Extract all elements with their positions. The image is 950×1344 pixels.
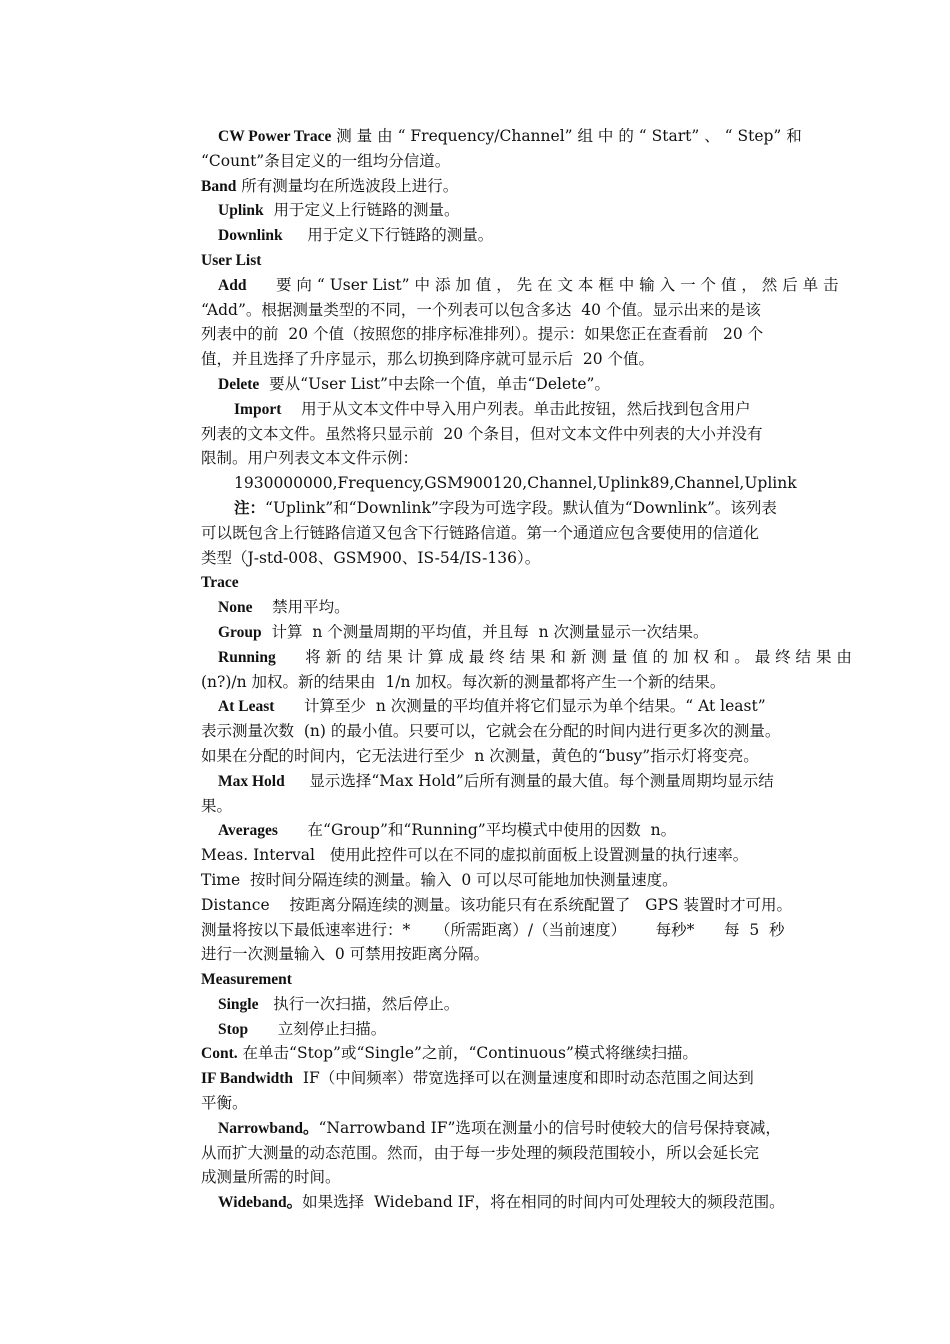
body-text: 类型（J-std-008、GSM900、IS-54/IS-136）。 xyxy=(201,548,541,567)
text-line-stop xyxy=(201,1017,819,1042)
text-line-ifbw-2 xyxy=(201,1091,819,1116)
text-line-narrow-1 xyxy=(201,1116,819,1141)
body-text: 用于从文本文件中导入用户列表。单击此按钮，然后找到包含用户 xyxy=(281,399,751,418)
body-text: 果。 xyxy=(201,796,233,815)
text-line-import-3 xyxy=(201,446,819,471)
body-text: 测量将按以下最低速率进行：* （所需距离）/（当前速度） 每秒* 每 5 秒 xyxy=(201,920,785,939)
body-text: 所有测量均在所选波段上进行。 xyxy=(236,176,459,195)
body-text: 计算至少 n 次测量的平均值并将它们显示为单个结果。“ At least” xyxy=(274,697,766,716)
text-line-maxhold-1 xyxy=(201,769,819,794)
text-line-import-2 xyxy=(201,422,819,447)
text-line-cwpower-2 xyxy=(201,149,819,174)
body-text: 立刻停止扫描。 xyxy=(248,1019,387,1038)
term-label: At Least xyxy=(218,698,275,716)
body-text: 限制。用户列表文本文件示例： xyxy=(201,449,419,468)
text-line-add-4 xyxy=(201,347,819,372)
term-label: Group xyxy=(218,623,262,641)
text-line-note-1 xyxy=(201,496,819,521)
body-text: Meas. Interval 使用此控件可以在不同的虚拟前面板上设置测量的执行速率。 xyxy=(201,846,749,865)
text-line-single xyxy=(201,992,819,1017)
body-text: Time 按时间分隔连续的测量。输入 0 可以尽可能地加快测量速度。 xyxy=(201,870,678,889)
term-label: None xyxy=(218,599,253,617)
document-body xyxy=(201,124,852,1215)
text-line-add-3 xyxy=(201,322,819,347)
body-text: (n?)/n 加权。新的结果由 1/n 加权。每次新的测量都将产生一个新的结果。 xyxy=(201,672,726,691)
body-text: IF（中间频率）带宽选择可以在测量速度和即时动态范围之间达到 xyxy=(293,1069,754,1088)
term-label: Import xyxy=(234,400,282,418)
term-label: Trace xyxy=(201,574,239,592)
body-text: 值，并且选择了升序显示，那么切换到降序就可显示后 20 个值。 xyxy=(201,350,655,369)
body-text: 成测量所需的时间。 xyxy=(201,1168,341,1187)
text-line-uplink xyxy=(201,198,819,223)
body-text: 计算 n 个测量周期的平均值，并且每 n 次测量显示一次结果。 xyxy=(261,622,709,641)
text-line-cont xyxy=(201,1041,819,1066)
body-text: Distance 按距离分隔连续的测量。该功能只有在系统配置了 GPS 装置时才可用。 xyxy=(201,895,792,914)
term-label: Max Hold xyxy=(218,772,285,790)
body-text: 1930000000,Frequency,GSM900120,Channel,Uplink89,Channel,Uplink xyxy=(234,474,797,493)
body-text: 表示测量次数 (n) 的最小值。只要可以，它就会在分配的时间内进行更多次的测量。 xyxy=(201,722,781,741)
text-line-measurement xyxy=(201,967,819,992)
term-label: Delete xyxy=(218,375,260,393)
body-text: 平衡。 xyxy=(201,1094,248,1113)
text-line-userlist xyxy=(201,248,819,273)
term-label: 注： xyxy=(234,499,266,517)
body-text: 列表的文本文件。虽然将只显示前 20 个条目，但对文本文件中列表的大小并没有 xyxy=(201,424,763,443)
text-line-add-1 xyxy=(201,273,839,298)
text-line-time xyxy=(201,868,819,893)
body-text: 可以既包含上行链路信道又包含下行链路信道。第一个通道应包含要使用的信道化 xyxy=(201,523,760,542)
text-line-none xyxy=(201,595,819,620)
body-text: 将 新 的 结 果 计 算 成 最 终 结 果 和 新 测 量 值 的 加 权 和 。 最 终 结 果 由 xyxy=(275,647,852,666)
term-label: Running xyxy=(218,648,276,666)
text-line-running-2 xyxy=(201,670,819,695)
text-line-averages xyxy=(201,818,819,843)
term-label: Cont. xyxy=(201,1045,238,1063)
body-text: 禁用平均。 xyxy=(252,598,350,617)
body-text: “Add”。根据测量类型的不同，一个列表可以包含多达 40 个值。显示出来的是该 xyxy=(201,300,761,319)
text-line-distance-3 xyxy=(201,942,819,967)
text-line-atleast-3 xyxy=(201,744,819,769)
term-label: Single xyxy=(218,995,259,1013)
body-text: 列表中的前 20 个值（按照您的排序标准排列）。提示：如果您正在查看前 20 个 xyxy=(201,325,764,344)
text-line-add-2 xyxy=(201,298,819,323)
text-line-maxhold-2 xyxy=(201,794,819,819)
term-label: CW Power Trace xyxy=(218,128,332,145)
body-text: 要从“User List”中去除一个值，单击“Delete”。 xyxy=(259,374,610,393)
body-text: 执行一次扫描，然后停止。 xyxy=(258,994,460,1013)
text-line-distance-1 xyxy=(201,893,819,918)
text-line-wide xyxy=(201,1190,819,1215)
body-text: “Narrowband IF”选项在测量小的信号时使较大的信号保持衰减， xyxy=(318,1118,781,1137)
body-text: 进行一次测量输入 0 可禁用按距离分隔。 xyxy=(201,945,490,964)
body-text: 如果在分配的时间内，它无法进行至少 n 次测量，黄色的“busy”指示灯将变亮。 xyxy=(201,746,759,765)
body-text: 显示选择“Max Hold”后所有测量的最大值。每个测量周期均显示结 xyxy=(284,771,774,790)
body-text: 测 量 由 “ Frequency/Channel” 组 中 的 “ Start” 、 “ Step” 和 xyxy=(331,127,802,145)
text-line-trace xyxy=(201,570,819,595)
body-text: 要 向 “ User List” 中 添 加 值 ， 先 在 文 本 框 中 输 入 一 个 值 ， 然 后 单 击 xyxy=(246,275,839,294)
term-label: Add xyxy=(218,276,247,294)
text-line-group xyxy=(201,620,819,645)
term-label: Band xyxy=(201,177,237,195)
body-text: 在“Group”和“Running”平均模式中使用的因数 n。 xyxy=(277,821,677,840)
term-label: Wideband。 xyxy=(218,1194,303,1212)
body-text: 从而扩大测量的动态范围。然而，由于每一步处理的频段范围较小，所以会延长完 xyxy=(201,1143,760,1162)
body-text: 用于定义上行链路的测量。 xyxy=(263,201,460,220)
term-label: Downlink xyxy=(218,227,283,245)
term-label: Narrowband。 xyxy=(218,1119,319,1137)
text-line-narrow-3 xyxy=(201,1165,819,1190)
text-line-narrow-2 xyxy=(201,1141,819,1166)
text-line-measint xyxy=(201,843,819,868)
text-line-import-1 xyxy=(201,397,819,422)
text-line-delete xyxy=(201,372,819,397)
text-line-running-1 xyxy=(201,645,852,670)
term-label: Uplink xyxy=(218,202,264,220)
text-line-atleast-1 xyxy=(201,694,819,719)
body-text: 用于定义下行链路的测量。 xyxy=(282,226,494,245)
text-line-example xyxy=(201,471,819,496)
term-label: Measurement xyxy=(201,971,292,989)
term-label: Stop xyxy=(218,1020,249,1038)
text-line-atleast-2 xyxy=(201,719,819,744)
term-label: Averages xyxy=(218,822,278,840)
term-label: User List xyxy=(201,251,262,269)
text-line-cwpower-1 xyxy=(201,124,819,149)
body-text: 如果选择 Wideband IF，将在相同的时间内可处理较大的频段范围。 xyxy=(302,1193,785,1212)
text-line-ifbw-1 xyxy=(201,1066,819,1091)
body-text: 在单击“Stop”或“Single”之前，“Continuous”模式将继续扫描。 xyxy=(237,1044,698,1063)
text-line-downlink xyxy=(201,223,819,248)
text-line-note-3 xyxy=(201,546,819,571)
text-line-band xyxy=(201,174,819,199)
term-label: IF Bandwidth xyxy=(201,1070,294,1088)
text-line-note-2 xyxy=(201,521,819,546)
body-text: “Count”条目定义的一组均分信道。 xyxy=(201,151,451,170)
body-text: “Uplink”和“Downlink”字段为可选字段。默认值为“Downlink”。该列表 xyxy=(265,498,777,517)
text-line-distance-2 xyxy=(201,918,819,943)
